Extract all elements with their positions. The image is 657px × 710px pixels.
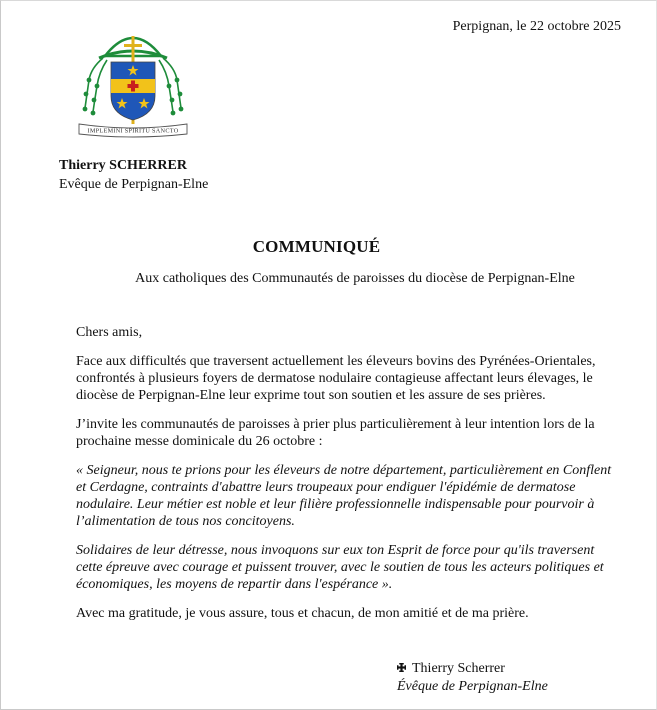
greeting: Chers amis, [76,325,143,340]
addressee-line: Aux catholiques des Communautés de paroisses du diocèse de Perpignan-Elne [135,271,575,286]
paragraph-support: Face aux difficultés que traversent actuellement les éleveurs bovins des Pyrénées-Orientales, confrontés à plusieurs foyers de dermatose nodulaire contagieuse affectant leurs élevages, le diocèse de Perpignan-Elne leur exprime tout son soutien et les assure de ses prières. [76,354,596,403]
prayer-paragraph-2: Solidaires de leur détresse, nous invoquons sur eux ton Esprit de force pour qu'ils traversent cette épreuve avec courage et puissent trouver, avec le soutien de tous les acteurs politiques et économiques, les moyens de repartir dans l'espérance ». [76,543,604,592]
signature-name: Thierry Scherrer [412,661,505,676]
signature-title: Évêque de Perpignan-Elne [397,679,548,694]
author-name: Thierry SCHERRER [59,158,187,173]
crest-motto: IMPLEMINI SPIRITU SANCTO [87,127,179,135]
author-block [59,156,208,194]
paragraph-invitation: J’invite les communautés de paroisses à prier plus particulièrement à leur intention lors de la prochaine messe dominicale du 26 octobre : [76,417,595,449]
letter-date: Perpignan, le 22 octobre 2025 [452,19,621,34]
episcopal-cross-icon [397,663,406,672]
signature-name-line [397,660,548,678]
author-title: Evêque de Perpignan-Elne [59,177,209,192]
prayer-paragraph-1: « Seigneur, nous te prions pour les éleveurs de notre département, particulièrement en Conflent et Cerdagne, contraints d'abattre leurs troupeaux pour endiguer l'épidémie de dermatose nodulaire. Leur métier est noble et leur filière professionnelle indispensable pour pourvoir à l’alimentation de tous nos concitoyens. [76,463,612,529]
closing-paragraph: Avec ma gratitude, je vous assure, tous et chacun, de mon amitié et de ma prière. [76,606,529,621]
signature-block [397,660,548,696]
letter-body [76,324,624,634]
episcopal-coat-of-arms-icon [73,22,193,140]
communique-heading: COMMUNIQUÉ [252,237,381,256]
